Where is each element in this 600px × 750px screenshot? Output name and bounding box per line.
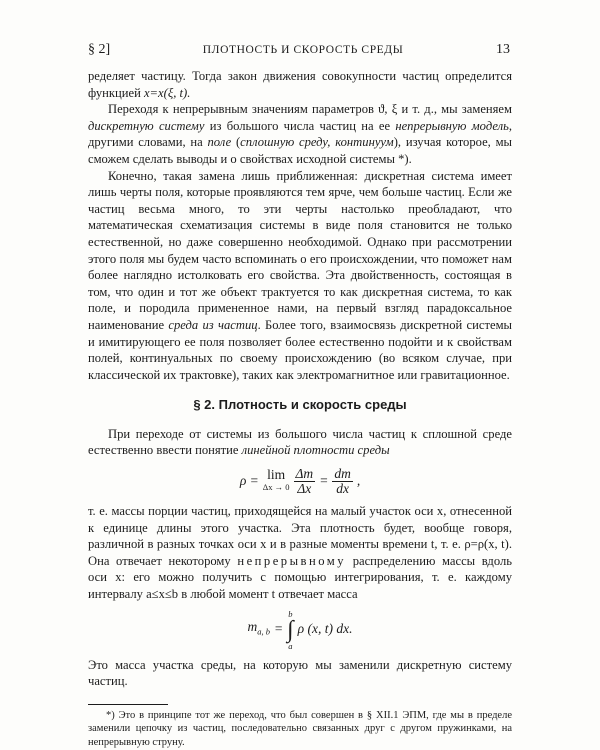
page-body (88, 68, 512, 749)
header-title: ПЛОТНОСТЬ И СКОРОСТЬ СРЕДЫ (202, 44, 404, 56)
integral-sign: b ∫ a (287, 608, 294, 651)
paragraph-1: ределяет частицу. Тогда закон движения совокупности частиц определится функцией x=x(ξ, t). (88, 69, 512, 100)
paragraph-2: Переходя к непрерывным значениям параметров ϑ, ξ и т. д., мы заменяем дискретную систему из большого числа частиц на ее непрерывную модель, другими словами, на поле (сплошную среду, континуум), изучая которое, мы сможем сделать выводы и о свойствах исходной системы *). (88, 102, 513, 166)
footnote: *) Это в принципе тот же переход, что был совершен в § XII.1 ЭПМ, где мы в пределе заменили цепочку из частиц, последовательно связанных друг с другом пружинками, на непрерывную струну. (88, 709, 512, 748)
paragraph-5: т. е. массы порции частиц, приходящейся на малый участок оси x, отнесенной к единице длины этого участка. Эта плотность будет, вообще говоря, различной в разных точках оси x и в разные моменты времени t, т. е. ρ=ρ(x, t). Она отвечает некоторому непрерывному распределению массы вдоль оси x: его можно получить с помощью интегрирования, т. е. каждому интервалу a≤x≤b в любой момент t отвечает масса (88, 504, 512, 602)
motion-law-formula: x=x(ξ, t). (143, 85, 191, 100)
running-header (88, 42, 510, 58)
density-formula: ρ = lim Δx → 0 $\frac{\Delta m}{\Delta x}$ = $\frac{dm}{dx}$ , (239, 465, 361, 496)
page-number: 13 (495, 42, 510, 57)
section-heading: § 2. Плотность и скорость среды (193, 397, 407, 413)
paragraph-3: Конечно, такая замена лишь приближенная: дискретная система имеет лишь черты поля, которые проявляются тем ярче, чем больше частиц. Если же частиц весьма много, то эти черты настолько преобладают, что математическая схематизация системы в виде поля становится не только естественной, но даже совершенно необходимой. Однако при рассмотрении этого поля мы будем часто вспоминать о его происхождении, что поможет нам более наглядно истолковать его свойства. Эта двойственность, состоящая в том, что один и тот же объект трактуется то как дискретная система, то как поле, и породила примененное нами, на первый взгляд парадоксальное наименование среда из частиц. Более того, взаимосвязь дискретной системы и имитирующего ее поля позволяет более естественно подойти и к свойствам полей, континуальных по своему происхождению (во всяком случае, при классической их трактовке), таких как электромагнитное или гравитационное. (88, 168, 513, 382)
fraction-derivative: $\frac{dm}{dx}$ (334, 465, 351, 496)
limit-operator: lim Δx → 0 (262, 467, 290, 493)
mass-integral-formula: $m_{a, b}$ = b ∫ a ρ (x, t) dx. (247, 608, 353, 651)
header-section: § 2] (88, 42, 111, 57)
fraction-delta: $\frac{\Delta m}{\Delta x}$ (295, 465, 314, 496)
paragraph-4: При переходе от системы из большого числа частиц к сплошной среде естественно ввести понятие линейной плотности среды (88, 426, 512, 458)
paragraph-6: Это масса участка среды, на которую мы заменили дискретную систему частиц. (88, 657, 512, 689)
footnote-rule (88, 704, 168, 705)
